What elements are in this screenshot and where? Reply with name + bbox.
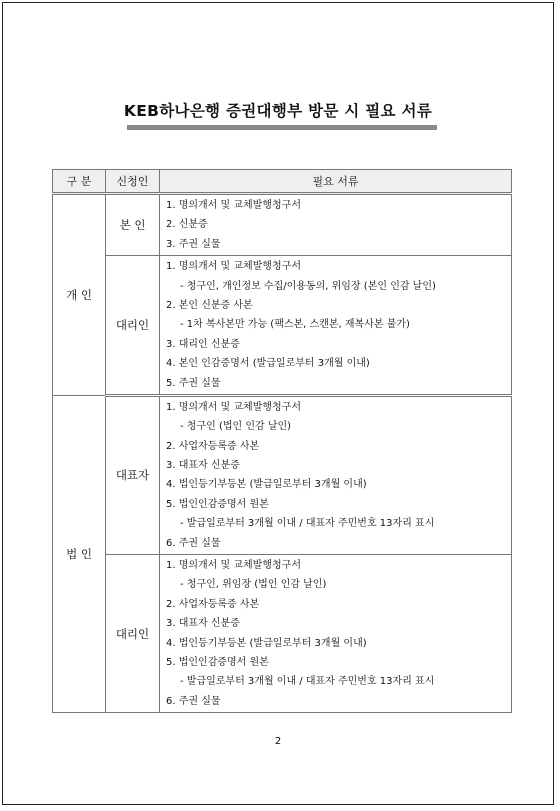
document-page bbox=[2, 2, 554, 805]
table-row bbox=[53, 555, 512, 713]
document-item: - 청구인, 개인정보 수집/이용동의, 위임장 (본인 인감 날인) bbox=[180, 280, 436, 292]
document-item: 4. 법인등기부등본 (발급일로부터 3개월 이내) bbox=[166, 637, 367, 649]
header-applicant: 신청인 bbox=[106, 170, 160, 194]
category-corporation: 법 인 bbox=[53, 395, 106, 712]
document-item: 3. 주권 실물 bbox=[166, 238, 221, 250]
documents-list bbox=[160, 555, 512, 713]
page-number: 2 bbox=[274, 736, 282, 747]
header-category: 구 분 bbox=[53, 170, 106, 194]
document-item: - 발급일로부터 3개월 이내 / 대표자 주민번호 13자리 표시 bbox=[180, 518, 435, 530]
document-item: - 1차 복사본만 가능 (팩스본, 스캔본, 재복사본 불가) bbox=[180, 319, 410, 331]
documents-list bbox=[160, 256, 512, 396]
header-required-documents: 필요 서류 bbox=[160, 170, 512, 194]
document-item: 1. 명의개서 및 교체발행청구서 bbox=[166, 401, 301, 413]
table-row bbox=[53, 194, 512, 256]
document-item: 1. 명의개서 및 교체발행청구서 bbox=[166, 200, 301, 211]
document-item: 2. 사업자등록증 사본 bbox=[166, 598, 260, 610]
document-item: - 청구인 (법인 인감 날인) bbox=[180, 421, 292, 433]
document-item: 4. 법인등기부등본 (발급일로부터 3개월 이내) bbox=[166, 479, 367, 491]
document-item: 1. 명의개서 및 교체발행청구서 bbox=[166, 560, 301, 572]
document-item: 6. 주권 실물 bbox=[166, 537, 221, 549]
document-title: KEB하나은행 증권대행부 방문 시 필요 서류 bbox=[123, 102, 433, 120]
table-header-row bbox=[53, 170, 512, 194]
document-item: - 발급일로부터 3개월 이내 / 대표자 주민번호 13자리 표시 bbox=[180, 676, 435, 688]
title-underline-bar bbox=[127, 125, 437, 130]
documents-list bbox=[160, 194, 512, 256]
document-item: 2. 사업자등록증 사본 bbox=[166, 440, 260, 452]
table-body bbox=[53, 194, 512, 713]
document-item: 2. 본인 신분증 사본 bbox=[166, 299, 253, 311]
documents-list bbox=[160, 395, 512, 554]
document-item: 3. 대표자 신분증 bbox=[166, 460, 240, 472]
document-item: 3. 대리인 신분증 bbox=[166, 338, 240, 350]
required-documents-table bbox=[52, 169, 512, 713]
document-item: 4. 본인 인감증명서 (발급일로부터 3개월 이내) bbox=[166, 358, 370, 370]
category-individual: 개 인 bbox=[53, 194, 106, 396]
document-item: 2. 신분증 bbox=[166, 219, 208, 231]
document-item: 5. 주권 실물 bbox=[166, 377, 221, 389]
document-item: 5. 법인인감증명서 원본 bbox=[166, 656, 269, 668]
document-item: 5. 법인인감증명서 원본 bbox=[166, 498, 269, 510]
document-item: 6. 주권 실물 bbox=[166, 695, 221, 707]
applicant-self: 본 인 bbox=[106, 194, 160, 256]
document-item: 3. 대표자 신분증 bbox=[166, 618, 240, 630]
document-item: 1. 명의개서 및 교체발행청구서 bbox=[166, 261, 301, 273]
applicant-proxy: 대리인 bbox=[106, 256, 160, 396]
table-row bbox=[53, 256, 512, 396]
applicant-proxy: 대리인 bbox=[106, 555, 160, 713]
applicant-representative: 대표자 bbox=[106, 395, 160, 554]
document-item: - 청구인, 위임장 (법인 인감 날인) bbox=[180, 579, 327, 591]
table-row bbox=[53, 395, 512, 554]
